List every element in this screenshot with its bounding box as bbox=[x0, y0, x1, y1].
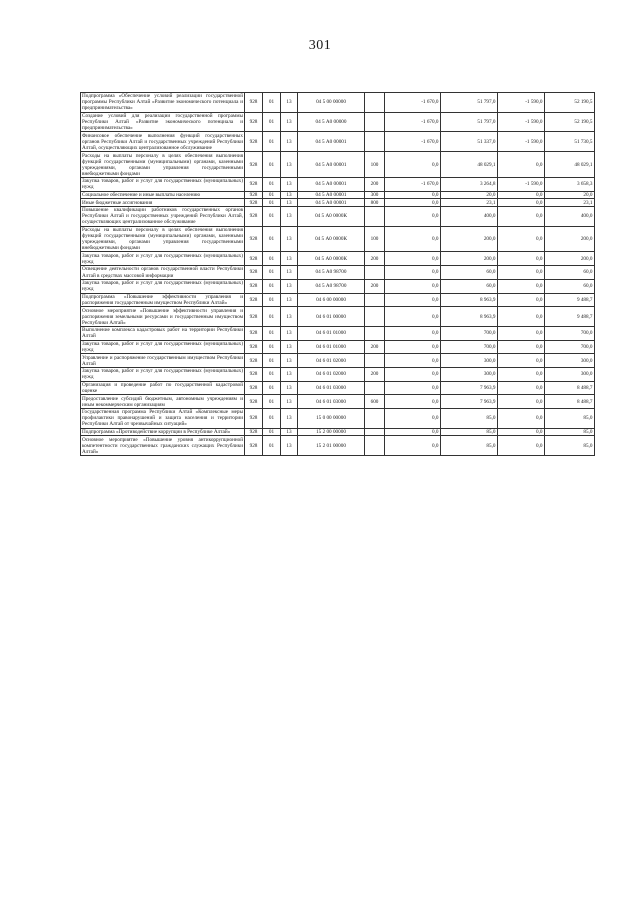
target-article-cell: 04 5 А0 98700 bbox=[298, 266, 365, 280]
expense-type-cell bbox=[365, 354, 385, 368]
amount-change-next-cell: 0,0 bbox=[498, 368, 545, 382]
amount-year-cell: 85,0 bbox=[441, 428, 498, 436]
table-row bbox=[81, 381, 595, 395]
amount-year-cell: 60,0 bbox=[441, 266, 498, 280]
expense-type-cell: 200 bbox=[365, 368, 385, 382]
subsection-code-cell: 13 bbox=[281, 428, 298, 436]
ministry-code-cell: 928 bbox=[245, 307, 263, 327]
expense-type-cell bbox=[365, 428, 385, 436]
subsection-code-cell: 13 bbox=[281, 112, 298, 132]
ministry-code-cell: 928 bbox=[245, 132, 263, 152]
table-row bbox=[81, 340, 595, 354]
subsection-code-cell: 13 bbox=[281, 395, 298, 409]
amount-change-cell: 0,0 bbox=[385, 152, 441, 178]
amount-year-cell: 23,1 bbox=[441, 199, 498, 207]
row-name-cell: Организация и проведение работ по государственной кадастровой оценке bbox=[82, 382, 243, 395]
row-name-cell: Закупка товаров, работ и услуг для государственных (муниципальных) нужд bbox=[82, 280, 243, 293]
amount-change-next-cell: 0,0 bbox=[498, 326, 545, 340]
target-article-cell: 04 6 01 02000 bbox=[298, 354, 365, 368]
ministry-code-cell: 928 bbox=[245, 252, 263, 266]
amount-next-year-cell: 85,0 bbox=[545, 409, 595, 429]
amount-change-cell: -1 670,0 bbox=[385, 93, 441, 113]
row-name-cell: Закупка товаров, работ и услуг для государственных (муниципальных) нужд bbox=[82, 368, 243, 381]
amount-change-next-cell: 0,0 bbox=[498, 293, 545, 307]
amount-change-next-cell: 0,0 bbox=[498, 206, 545, 226]
target-article-cell: 15 2 01 00000 bbox=[298, 436, 365, 456]
target-article-cell: 04 5 А0 0000К bbox=[298, 206, 365, 226]
amount-change-next-cell: -1 590,0 bbox=[498, 177, 545, 191]
target-article-cell: 04 6 01 03000 bbox=[298, 381, 365, 395]
amount-change-next-cell: 0,0 bbox=[498, 340, 545, 354]
expense-type-cell: 200 bbox=[365, 340, 385, 354]
row-name-cell: Закупка товаров, работ и услуг для государственных (муниципальных) нужд bbox=[82, 178, 243, 191]
amount-change-cell: -1 670,0 bbox=[385, 177, 441, 191]
target-article-cell: 04 5 00 00000 bbox=[298, 93, 365, 113]
amount-change-cell: 0,0 bbox=[385, 279, 441, 293]
amount-next-year-cell: 200,0 bbox=[545, 226, 595, 252]
amount-year-cell: 3 264,8 bbox=[441, 177, 498, 191]
subsection-code-cell: 13 bbox=[281, 191, 298, 199]
amount-change-next-cell: 0,0 bbox=[498, 307, 545, 327]
section-code-cell: 01 bbox=[263, 293, 281, 307]
subsection-code-cell: 13 bbox=[281, 206, 298, 226]
ministry-code-cell: 928 bbox=[245, 199, 263, 207]
table-row bbox=[81, 191, 595, 199]
row-name-cell: Финансовое обеспечение выполнения функций государственных органов Республики Алтай и государственных учреждений Республики Алтай, осуществляющих централизованное обслуживание bbox=[82, 132, 243, 151]
row-name-cell: Освещение деятельности органов государственной власти Республики Алтай в средствах массовой информации bbox=[82, 266, 243, 279]
ministry-code-cell: 928 bbox=[245, 354, 263, 368]
target-article-cell: 04 6 01 00000 bbox=[298, 307, 365, 327]
row-name-cell: Повышение квалификации работников государственных органов Республики Алтай и государственных учреждений Республики Алтай, осуществляющих централизованное обслуживание bbox=[82, 207, 243, 226]
amount-next-year-cell: 52 190,5 bbox=[545, 93, 595, 113]
amount-next-year-cell: 85,0 bbox=[545, 436, 595, 456]
ministry-code-cell: 928 bbox=[245, 409, 263, 429]
table-row bbox=[81, 252, 595, 266]
amount-next-year-cell: 200,0 bbox=[545, 252, 595, 266]
table-row bbox=[81, 266, 595, 280]
ministry-code-cell: 928 bbox=[245, 293, 263, 307]
target-article-cell: 15 0 00 00000 bbox=[298, 409, 365, 429]
table-row bbox=[81, 226, 595, 252]
amount-year-cell: 8 963,9 bbox=[441, 293, 498, 307]
amount-change-cell: 0,0 bbox=[385, 326, 441, 340]
expense-type-cell: 200 bbox=[365, 279, 385, 293]
amount-year-cell: 400,0 bbox=[441, 206, 498, 226]
amount-change-cell: 0,0 bbox=[385, 368, 441, 382]
target-article-cell: 04 5 А0 00001 bbox=[298, 191, 365, 199]
amount-next-year-cell: 9 488,7 bbox=[545, 293, 595, 307]
amount-change-next-cell: 0,0 bbox=[498, 395, 545, 409]
budget-table-body bbox=[81, 93, 595, 456]
target-article-cell: 04 5 А0 0000К bbox=[298, 252, 365, 266]
amount-change-cell: -1 670,0 bbox=[385, 132, 441, 152]
table-row bbox=[81, 152, 595, 178]
target-article-cell: 04 6 01 03000 bbox=[298, 395, 365, 409]
row-name-cell: Закупка товаров, работ и услуг для государственных (муниципальных) нужд bbox=[82, 252, 243, 265]
ministry-code-cell: 928 bbox=[245, 191, 263, 199]
target-article-cell: 04 5 А0 00000 bbox=[298, 112, 365, 132]
amount-next-year-cell: 700,0 bbox=[545, 326, 595, 340]
ministry-code-cell: 928 bbox=[245, 436, 263, 456]
amount-change-next-cell: 0,0 bbox=[498, 354, 545, 368]
amount-next-year-cell: 300,0 bbox=[545, 354, 595, 368]
row-name-cell: Расходы на выплаты персоналу в целях обеспечения выполнения функций государственными (муниципальными) органами, казенными учреждениями, органами управления государственными внебюджетными фондами bbox=[82, 226, 243, 252]
amount-change-next-cell: -1 590,0 bbox=[498, 93, 545, 113]
amount-change-next-cell: -1 590,0 bbox=[498, 132, 545, 152]
table-row bbox=[81, 409, 595, 429]
expense-type-cell: 100 bbox=[365, 152, 385, 178]
row-name-cell: Предоставление субсидий бюджетным, автономным учреждениям и иным некоммерческим организациям bbox=[82, 395, 243, 408]
ministry-code-cell: 928 bbox=[245, 381, 263, 395]
amount-change-next-cell: 0,0 bbox=[498, 152, 545, 178]
ministry-code-cell: 928 bbox=[245, 326, 263, 340]
amount-change-cell: 0,0 bbox=[385, 266, 441, 280]
expense-type-cell bbox=[365, 93, 385, 113]
ministry-code-cell: 928 bbox=[245, 152, 263, 178]
row-name-cell: Выполнение комплекса кадастровых работ на территории Республики Алтай bbox=[82, 327, 243, 340]
amount-next-year-cell: 52 190,5 bbox=[545, 112, 595, 132]
amount-year-cell: 200,0 bbox=[441, 252, 498, 266]
amount-change-next-cell: 0,0 bbox=[498, 191, 545, 199]
expense-type-cell: 600 bbox=[365, 395, 385, 409]
ministry-code-cell: 928 bbox=[245, 279, 263, 293]
subsection-code-cell: 13 bbox=[281, 368, 298, 382]
expense-type-cell bbox=[365, 307, 385, 327]
amount-change-cell: 0,0 bbox=[385, 252, 441, 266]
amount-change-cell: 0,0 bbox=[385, 428, 441, 436]
amount-next-year-cell: 8 488,7 bbox=[545, 395, 595, 409]
expense-type-cell bbox=[365, 266, 385, 280]
amount-change-next-cell: 0,0 bbox=[498, 252, 545, 266]
amount-change-next-cell: 0,0 bbox=[498, 199, 545, 207]
subsection-code-cell: 13 bbox=[281, 177, 298, 191]
target-article-cell: 04 5 А0 00001 bbox=[298, 199, 365, 207]
table-row bbox=[81, 293, 595, 307]
amount-change-cell: 0,0 bbox=[385, 354, 441, 368]
subsection-code-cell: 13 bbox=[281, 354, 298, 368]
target-article-cell: 04 5 А0 0000К bbox=[298, 226, 365, 252]
amount-year-cell: 700,0 bbox=[441, 326, 498, 340]
amount-change-cell: 0,0 bbox=[385, 381, 441, 395]
section-code-cell: 01 bbox=[263, 381, 281, 395]
subsection-code-cell: 13 bbox=[281, 152, 298, 178]
target-article-cell: 04 6 01 01000 bbox=[298, 340, 365, 354]
subsection-code-cell: 13 bbox=[281, 381, 298, 395]
table-row bbox=[81, 395, 595, 409]
ministry-code-cell: 928 bbox=[245, 395, 263, 409]
target-article-cell: 04 5 А0 00001 bbox=[298, 132, 365, 152]
section-code-cell: 01 bbox=[263, 112, 281, 132]
ministry-code-cell: 928 bbox=[245, 93, 263, 113]
amount-next-year-cell: 85,0 bbox=[545, 428, 595, 436]
subsection-code-cell: 13 bbox=[281, 252, 298, 266]
section-code-cell: 01 bbox=[263, 206, 281, 226]
amount-year-cell: 51 797,0 bbox=[441, 93, 498, 113]
row-name-cell: Закупка товаров, работ и услуг для государственных (муниципальных) нужд bbox=[82, 340, 243, 353]
target-article-cell: 04 6 01 01000 bbox=[298, 326, 365, 340]
amount-year-cell: 51 337,0 bbox=[441, 132, 498, 152]
amount-change-cell: 0,0 bbox=[385, 395, 441, 409]
section-code-cell: 01 bbox=[263, 266, 281, 280]
amount-next-year-cell: 3 658,3 bbox=[545, 177, 595, 191]
amount-change-cell: 0,0 bbox=[385, 206, 441, 226]
ministry-code-cell: 928 bbox=[245, 266, 263, 280]
amount-year-cell: 85,0 bbox=[441, 409, 498, 429]
section-code-cell: 01 bbox=[263, 340, 281, 354]
amount-next-year-cell: 400,0 bbox=[545, 206, 595, 226]
amount-year-cell: 300,0 bbox=[441, 368, 498, 382]
expense-type-cell bbox=[365, 132, 385, 152]
subsection-code-cell: 13 bbox=[281, 436, 298, 456]
row-name-cell: Подпрограмма «Противодействие коррупции в Республике Алтай» bbox=[81, 428, 245, 436]
table-row bbox=[81, 428, 595, 436]
ministry-code-cell: 928 bbox=[245, 112, 263, 132]
amount-change-next-cell: 0,0 bbox=[498, 381, 545, 395]
amount-change-cell: 0,0 bbox=[385, 226, 441, 252]
amount-change-next-cell: 0,0 bbox=[498, 266, 545, 280]
table-row bbox=[81, 326, 595, 340]
amount-change-cell: 0,0 bbox=[385, 340, 441, 354]
amount-change-cell: 0,0 bbox=[385, 409, 441, 429]
subsection-code-cell: 13 bbox=[281, 266, 298, 280]
expense-type-cell bbox=[365, 293, 385, 307]
amount-change-cell: 0,0 bbox=[385, 293, 441, 307]
amount-next-year-cell: 300,0 bbox=[545, 368, 595, 382]
target-article-cell: 04 6 00 00000 bbox=[298, 293, 365, 307]
table-row bbox=[81, 307, 595, 327]
amount-year-cell: 700,0 bbox=[441, 340, 498, 354]
subsection-code-cell: 13 bbox=[281, 409, 298, 429]
amount-next-year-cell: 60,0 bbox=[545, 266, 595, 280]
target-article-cell: 04 6 01 02000 bbox=[298, 368, 365, 382]
expense-type-cell bbox=[365, 206, 385, 226]
subsection-code-cell: 13 bbox=[281, 340, 298, 354]
subsection-code-cell: 13 bbox=[281, 293, 298, 307]
amount-year-cell: 300,0 bbox=[441, 354, 498, 368]
amount-change-next-cell: 0,0 bbox=[498, 226, 545, 252]
amount-next-year-cell: 700,0 bbox=[545, 340, 595, 354]
amount-change-next-cell: 0,0 bbox=[498, 428, 545, 436]
section-code-cell: 01 bbox=[263, 132, 281, 152]
ministry-code-cell: 928 bbox=[245, 428, 263, 436]
row-name-cell: Расходы на выплаты персоналу в целях обеспечения выполнения функций государственными (муниципальными) органами, казенными учреждениями, органами управления государственными внебюджетными фондами bbox=[82, 152, 243, 177]
expense-type-cell: 200 bbox=[365, 177, 385, 191]
section-code-cell: 01 bbox=[263, 199, 281, 207]
amount-change-cell: 0,0 bbox=[385, 191, 441, 199]
row-name-cell: Социальное обеспечение и иные выплаты населению bbox=[81, 191, 245, 199]
table-row bbox=[81, 279, 595, 293]
amount-year-cell: 85,0 bbox=[441, 436, 498, 456]
section-code-cell: 01 bbox=[263, 93, 281, 113]
amount-next-year-cell: 23,1 bbox=[545, 199, 595, 207]
row-name-cell: Основное мероприятие «Повышение уровня антикоррупционной компетентности государственных гражданских служащих Республики Алтай» bbox=[82, 436, 243, 455]
ministry-code-cell: 928 bbox=[245, 206, 263, 226]
expense-type-cell: 800 bbox=[365, 199, 385, 207]
budget-table bbox=[80, 92, 595, 456]
expense-type-cell bbox=[365, 409, 385, 429]
expense-type-cell: 100 bbox=[365, 226, 385, 252]
section-code-cell: 01 bbox=[263, 428, 281, 436]
amount-next-year-cell: 20,0 bbox=[545, 191, 595, 199]
target-article-cell: 15 2 00 00000 bbox=[298, 428, 365, 436]
section-code-cell: 01 bbox=[263, 152, 281, 178]
section-code-cell: 01 bbox=[263, 191, 281, 199]
expense-type-cell: 200 bbox=[365, 252, 385, 266]
amount-change-next-cell: 0,0 bbox=[498, 409, 545, 429]
section-code-cell: 01 bbox=[263, 307, 281, 327]
section-code-cell: 01 bbox=[263, 177, 281, 191]
subsection-code-cell: 13 bbox=[281, 132, 298, 152]
amount-next-year-cell: 60,0 bbox=[545, 279, 595, 293]
ministry-code-cell: 928 bbox=[245, 340, 263, 354]
section-code-cell: 01 bbox=[263, 326, 281, 340]
subsection-code-cell: 13 bbox=[281, 279, 298, 293]
table-row bbox=[81, 368, 595, 382]
section-code-cell: 01 bbox=[263, 279, 281, 293]
amount-year-cell: 7 963,9 bbox=[441, 381, 498, 395]
expense-type-cell bbox=[365, 436, 385, 456]
section-code-cell: 01 bbox=[263, 252, 281, 266]
amount-change-cell: -1 670,0 bbox=[385, 112, 441, 132]
amount-year-cell: 60,0 bbox=[441, 279, 498, 293]
amount-year-cell: 8 963,9 bbox=[441, 307, 498, 327]
table-row bbox=[81, 112, 595, 132]
amount-change-cell: 0,0 bbox=[385, 199, 441, 207]
target-article-cell: 04 5 А0 98700 bbox=[298, 279, 365, 293]
expense-type-cell bbox=[365, 381, 385, 395]
amount-change-cell: 0,0 bbox=[385, 307, 441, 327]
amount-year-cell: 20,0 bbox=[441, 191, 498, 199]
subsection-code-cell: 13 bbox=[281, 93, 298, 113]
amount-change-next-cell: -1 590,0 bbox=[498, 112, 545, 132]
ministry-code-cell: 928 bbox=[245, 226, 263, 252]
table-row bbox=[81, 177, 595, 191]
expense-type-cell bbox=[365, 112, 385, 132]
page-number: 301 bbox=[308, 38, 332, 53]
amount-year-cell: 7 963,9 bbox=[441, 395, 498, 409]
section-code-cell: 01 bbox=[263, 354, 281, 368]
amount-next-year-cell: 48 029,1 bbox=[545, 152, 595, 178]
row-name-cell: Создание условий для реализации государственной программы Республики Алтай «Развитие экономического потенциала и предпринимательства» bbox=[82, 113, 243, 132]
amount-change-next-cell: 0,0 bbox=[498, 279, 545, 293]
expense-type-cell bbox=[365, 326, 385, 340]
section-code-cell: 01 bbox=[263, 395, 281, 409]
row-name-cell: Управление и распоряжение государственным имуществом Республики Алтай bbox=[82, 354, 243, 367]
subsection-code-cell: 13 bbox=[281, 326, 298, 340]
amount-year-cell: 51 797,0 bbox=[441, 112, 498, 132]
row-name-cell: Государственная программа Республики Алтай «Комплексные меры профилактики правонарушений и защита населения и территории Республики Алтай от чрезвычайных ситуаций» bbox=[82, 409, 243, 428]
table-row bbox=[81, 132, 595, 152]
subsection-code-cell: 13 bbox=[281, 307, 298, 327]
subsection-code-cell: 13 bbox=[281, 199, 298, 207]
amount-next-year-cell: 51 730,5 bbox=[545, 132, 595, 152]
table-row bbox=[81, 206, 595, 226]
section-code-cell: 01 bbox=[263, 226, 281, 252]
section-code-cell: 01 bbox=[263, 409, 281, 429]
target-article-cell: 04 5 А0 00001 bbox=[298, 177, 365, 191]
subsection-code-cell: 13 bbox=[281, 226, 298, 252]
table-row bbox=[81, 93, 595, 113]
ministry-code-cell: 928 bbox=[245, 177, 263, 191]
table-row bbox=[81, 354, 595, 368]
amount-change-next-cell: 0,0 bbox=[498, 436, 545, 456]
table-row bbox=[81, 199, 595, 207]
row-name-cell: Иные бюджетные ассигнования bbox=[81, 199, 245, 207]
amount-year-cell: 48 029,1 bbox=[441, 152, 498, 178]
target-article-cell: 04 5 А0 00001 bbox=[298, 152, 365, 178]
amount-next-year-cell: 9 488,7 bbox=[545, 307, 595, 327]
row-name-cell: Подпрограмма «Обеспечение условий реализации государственной программы Республики Алтай «Развитие экономического потенциала и предпринимательства» bbox=[82, 93, 243, 112]
section-code-cell: 01 bbox=[263, 368, 281, 382]
row-name-cell: Основное мероприятие «Повышение эффективности управления и распоряжения земельными ресурсами и государственным имуществом Республики Алтай» bbox=[82, 307, 243, 326]
expense-type-cell: 300 bbox=[365, 191, 385, 199]
table-row bbox=[81, 436, 595, 456]
amount-change-cell: 0,0 bbox=[385, 436, 441, 456]
amount-year-cell: 200,0 bbox=[441, 226, 498, 252]
section-code-cell: 01 bbox=[263, 436, 281, 456]
row-name-cell: Подпрограмма «Повышение эффективности управления и распоряжения государственным имуществом Республики Алтай» bbox=[82, 293, 243, 306]
amount-next-year-cell: 8 488,7 bbox=[545, 381, 595, 395]
ministry-code-cell: 928 bbox=[245, 368, 263, 382]
